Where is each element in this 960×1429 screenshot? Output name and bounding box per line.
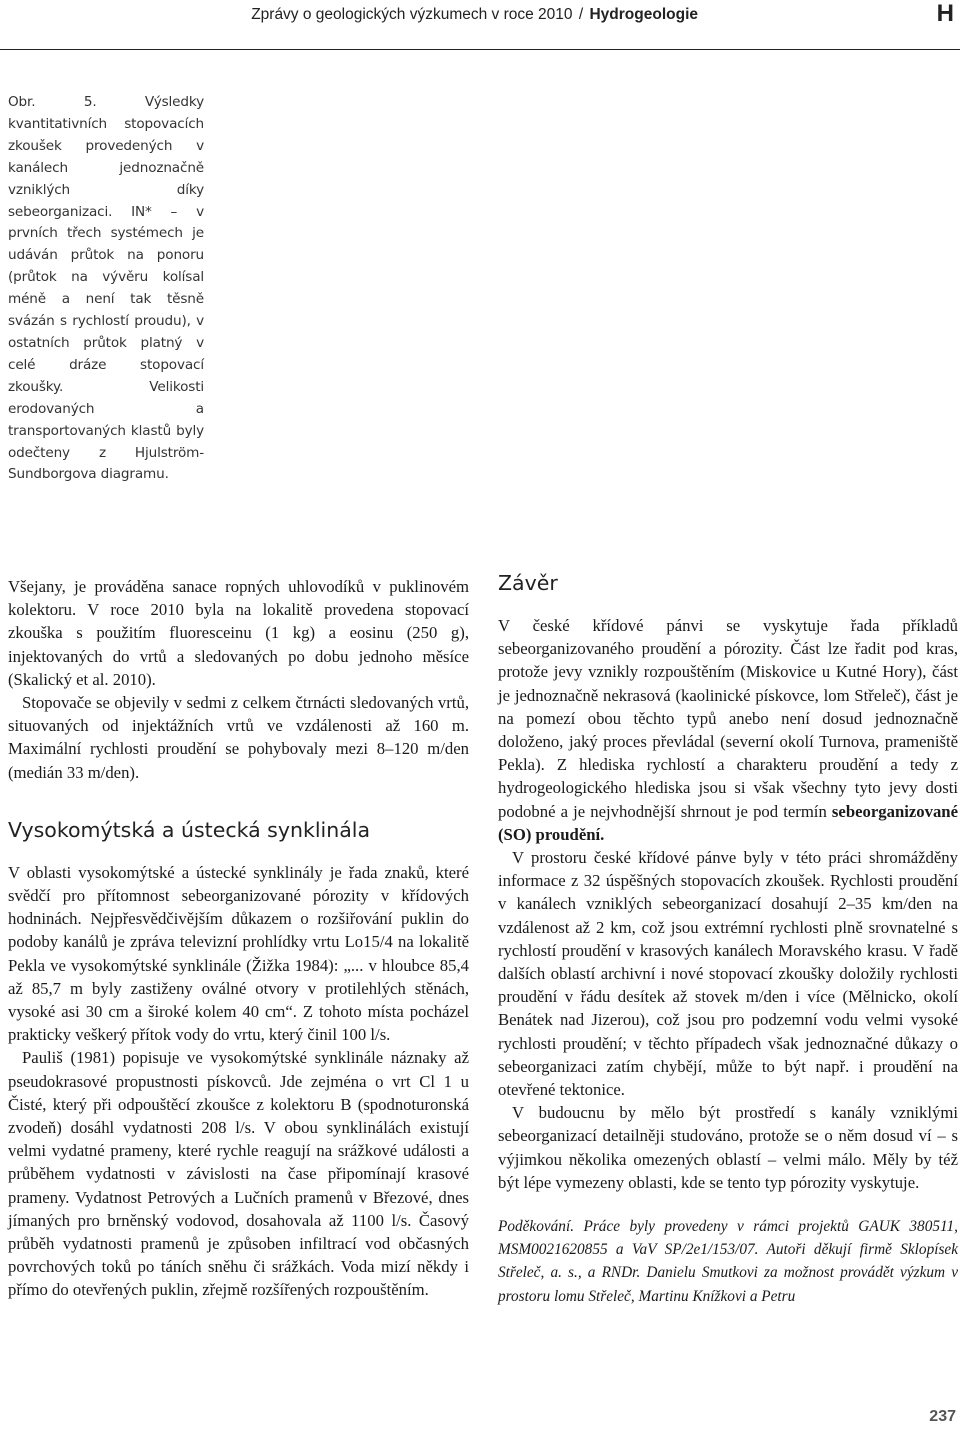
title-separator: / [578, 6, 584, 23]
left-column [8, 575, 469, 1302]
journal-title: Zprávy o geologických výzkumech v roce 2010 [251, 6, 573, 23]
paragraph: V budoucnu by mělo být prostředí s kanály vzniklými sebeorganizací detailněji studováno, protože se o něm dosud ví – s výjimkou několika omezených oblastí – velmi málo. Měly by též být lépe vymezeny oblasti, kde se tento typ pórozity vyskytuje. [498, 1103, 958, 1192]
bold-term: sebeorganizované (SO) proudění. [498, 801, 958, 844]
paragraph: Pauliš (1981) popisuje ve vysokomýtské synklinále náznaky až pseudokrasové propustnosti pískovců. Jde zejména o vrt Cl 1 u Čisté, který při odpouštěcí zkoušce z kolektoru B (spodnoturonská zvodeň) dosáhl vydatnosti 208 l/s. V obou synklinálách existují velmi vydatné prameny, které rychle reagují na srážkové události a průběhem vydatnosti v závislosti na čase připomínají krasové prameny. Vydatnost Petrových a Lučních pramenů v Březové, dnes jímaných pro brněnský vodovod, dosahovala až 1100 l/s. Časový průběh vydatnosti pramenů je způsoben infiltrací vod občasných povrchových toků po táních sněhu či srážkách. Voda mizí někdy i přímo do otevřených puklin, zřejmě rozšířených rozpouštěním. [8, 1048, 469, 1300]
running-title [251, 6, 698, 24]
acknowledgement: Poděkování. Práce byly provedeny v rámci projektů GAUK 380511, MSM0021620855 a VaV SP/2e1/153/07. Autoři děkují firmě Sklopísek Střeleč, a. s., a RNDr. Danielu Smutkovi za možnost provádět výzkum v prostoru lomu Střeleč, Martinu Knížkovi a Petru [498, 1218, 958, 1305]
section-heading-synklinala: Vysokomýtská a ústecká synklinála [8, 817, 371, 842]
paragraph [498, 614, 958, 846]
figure-caption: Obr. 5. Výsledky kvantitativních stopovacích zkoušek provedených v kanálech jednoznačně vzniklých díky sebeorganizaci. IN* – v prvních třech systémech je udáván průtok na ponoru (průtok na vývěru kolísal méně a není tak těsně svázán s rychlostí proudu), v ostatních průtok platný v celé dráze stopovací zkoušky. Velikosti erodovaných a transportovaných klastů byly odečteny z Hjulström-Sundborgova diagramu. [8, 94, 204, 483]
paragraph: V prostoru české křídové pánve byly v této práci shromážděny informace z 32 úspěšných stopovacích zkoušek. Rychlosti proudění v kanálech vzniklých sebeorganizací dosahují 2–35 km/den na vzdálenost až 2 km, což jsou extrémní rychlosti plně srovnatelné s rychlostí proudění v krasových kanálech Moravského krasu. V řadě dalších oblastí archivní i nové stopovací zkoušky doložily rychlosti proudění v řádu desítek až stovek m/den i více (Mělnicko, okolí Benátek nad Jizerou), což jsou pro podzemní vodu velmi vysoké rychlosti proudění; v těchto případech však jednoznačné důkazy o sebeorganizaci zatím chybějí, může to být např. i proudění na otevřené tektonice. [498, 848, 958, 1100]
section-title: Hydrogeologie [589, 6, 698, 23]
paragraph: V oblasti vysokomýtské a ústecké synklinály je řada znaků, které svědčí pro přítomnost sebeorganizované pórozity v křídových hodninách. Nejpřesvědčivějším důkazem o rozšiřování puklin do podoby kanálů je zpráva televizní prohlídky vrtu Lo15/4 na lokalitě Pekla ve vysokomýtské synklinále (Žižka 1984): „... v hloubce 85,4 až 85,7 m byly zastiženy oválné otvory v protilehlých stěnách, vysoké asi 30 cm a široké kolem 40 cm“. Z tohoto místa pocházel prakticky veškerý přítok vody do vrtu, který činil 100 l/s. [8, 862, 469, 1045]
paragraph: Stopovače se objevily v sedmi z celkem čtrnácti sledovaných vrtů, situovaných od injektážních vrtů ve vzdálenosti až 160 m. Maximální rychlosti proudění se pohybovaly mezi 8–120 m/den (medián 33 m/den). [8, 693, 469, 782]
paragraph-text: V české křídové pánvi se vyskytuje řada příkladů sebeorganizovaného proudění a pórozity. Část lze řadit pod kras, protože jevy vznikly rozpouštěním (Miskovice u Kutné Hory), část je jednoznačně nekrasová (kaolinické pískovce, lom Střeleč), část je na pomezí obou těchto typů anebo není dosud jednoznačně doloženo, jaký proces převládal (severní okolí Turnova, prameniště Pekla). Z hlediska rychlostí a charakteru proudění a tedy z hydrogeologického hlediska jsou si však všechny tyto jevy dosti podobné a je nejvhodnější shrnout je pod termín [498, 616, 958, 821]
paragraph: Všejany, je prováděna sanace ropných uhlovodíků v puklinovém kolektoru. V roce 2010 byla na lokalitě provedena stopovací zkouška s použitím fluoresceinu (1 kg) a eosinu (250 g), injektovaných do vrtů a sledovaných po dobu jednoho měsíce (Skalický et al. 2010). [8, 577, 469, 689]
section-heading-zaver: Závěr [498, 571, 558, 595]
right-column [498, 571, 958, 1308]
page-number: 237 [929, 1408, 956, 1425]
page-header [0, 0, 960, 50]
section-letter: H [936, 0, 954, 27]
